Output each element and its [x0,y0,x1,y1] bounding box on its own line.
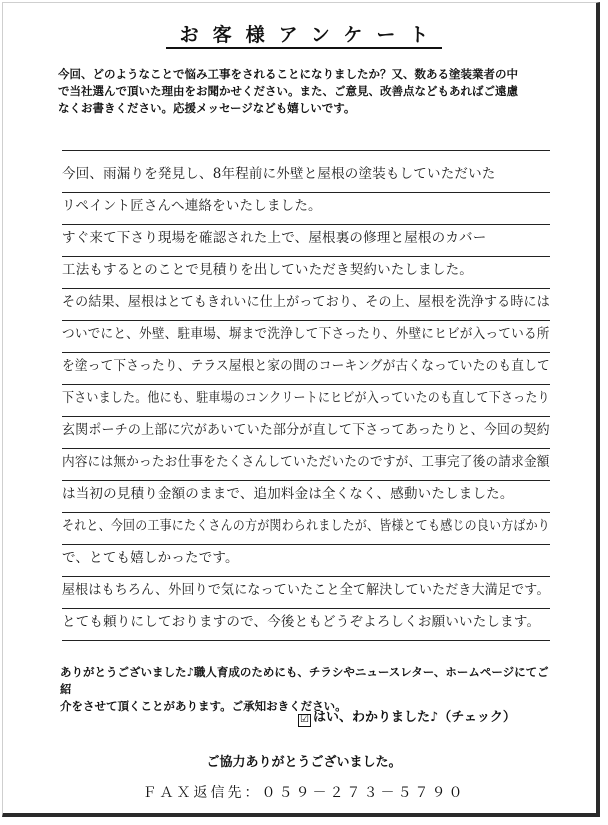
intro-text [58,66,558,117]
handwritten-line: すぐ来て下さり現場を確認された上で、屋根裏の修理と屋根のカバー [62,228,550,257]
ruled-line [62,122,550,151]
handwritten-line: 下さいました。他にも、駐車場のコンクリートにヒビが入っていたのも直して下さったり [62,388,550,417]
intro-line: なくお書きください。応援メッセージなども嬉しいです。 [58,101,356,115]
fax-number: ＦＡＸ返信先：０５９－２７３－５７９０ [142,785,466,801]
page-title: お客様アンケート [0,20,608,47]
handwritten-line: ついでにと、外壁、駐車場、塀まで洗浄して下さったり、外壁にヒビが入っている所 [62,324,550,353]
handwritten-line: 屋根はもちろん、外回りで気になっていたこと全て解決していただき大満足です。 [62,580,550,609]
checkbox-icon[interactable]: ☑ [298,714,311,727]
thanks-text: ご協力ありがとうございました。 [206,755,402,770]
intro-line: で当社選んで頂いた理由をお聞かせください。また、ご意見、改善点などもあればご遠慮 [58,84,518,98]
intro-line: 今回、どのようなことで悩み工事をされることになりましたか？又、数ある塗装業者の中 [58,67,518,81]
consent-label: はい、わかりました♪（チェック） [313,710,516,725]
footer-line: 介をさせて頂くことがあります。ご承知おきください。 [60,699,347,713]
handwritten-line: を塗って下さったり、テラス屋根と家の間のコーキングが古くなっていたのも直して [62,356,550,385]
consent-checkbox[interactable] [298,706,516,727]
handwritten-line: とても頼りにしておりますので、今後ともどうぞよろしくお願いいたします。 [62,612,550,641]
footer-line: ありがとうございました♪職人育成のためにも、チラシやニュースレター、ホームページにてご紹 [60,665,549,696]
handwritten-line: 玄関ポーチの上部に穴があいていた部分が直して下さってあったりと、今回の契約 [62,420,550,449]
handwritten-line: その結果、屋根はとてもきれいに仕上がっており、その上、屋根を洗浄する時には [62,292,550,321]
handwritten-line: 内容には無かったお仕事をたくさんしていただいたのですが、工事完了後の請求金額 [62,452,550,481]
handwritten-line: それと、今回の工事にたくさんの方が関わられましたが、皆様とても感じの良い方ばかり [62,516,550,545]
handwritten-line: は当初の見積り金額のままで、追加料金は全くなく、感動いたしました。 [62,484,550,513]
handwritten-line: 工法もするとのことで見積りを出していただき契約いたしました。 [62,260,550,289]
handwritten-line: リペイント匠さんへ連絡をいたしました。 [62,196,550,225]
handwritten-line: 今回、雨漏りを発見し、8年程前に外壁と屋根の塗装もしていただいた [62,164,550,193]
handwritten-line: で、とても嬉しかったです。 [62,548,550,577]
